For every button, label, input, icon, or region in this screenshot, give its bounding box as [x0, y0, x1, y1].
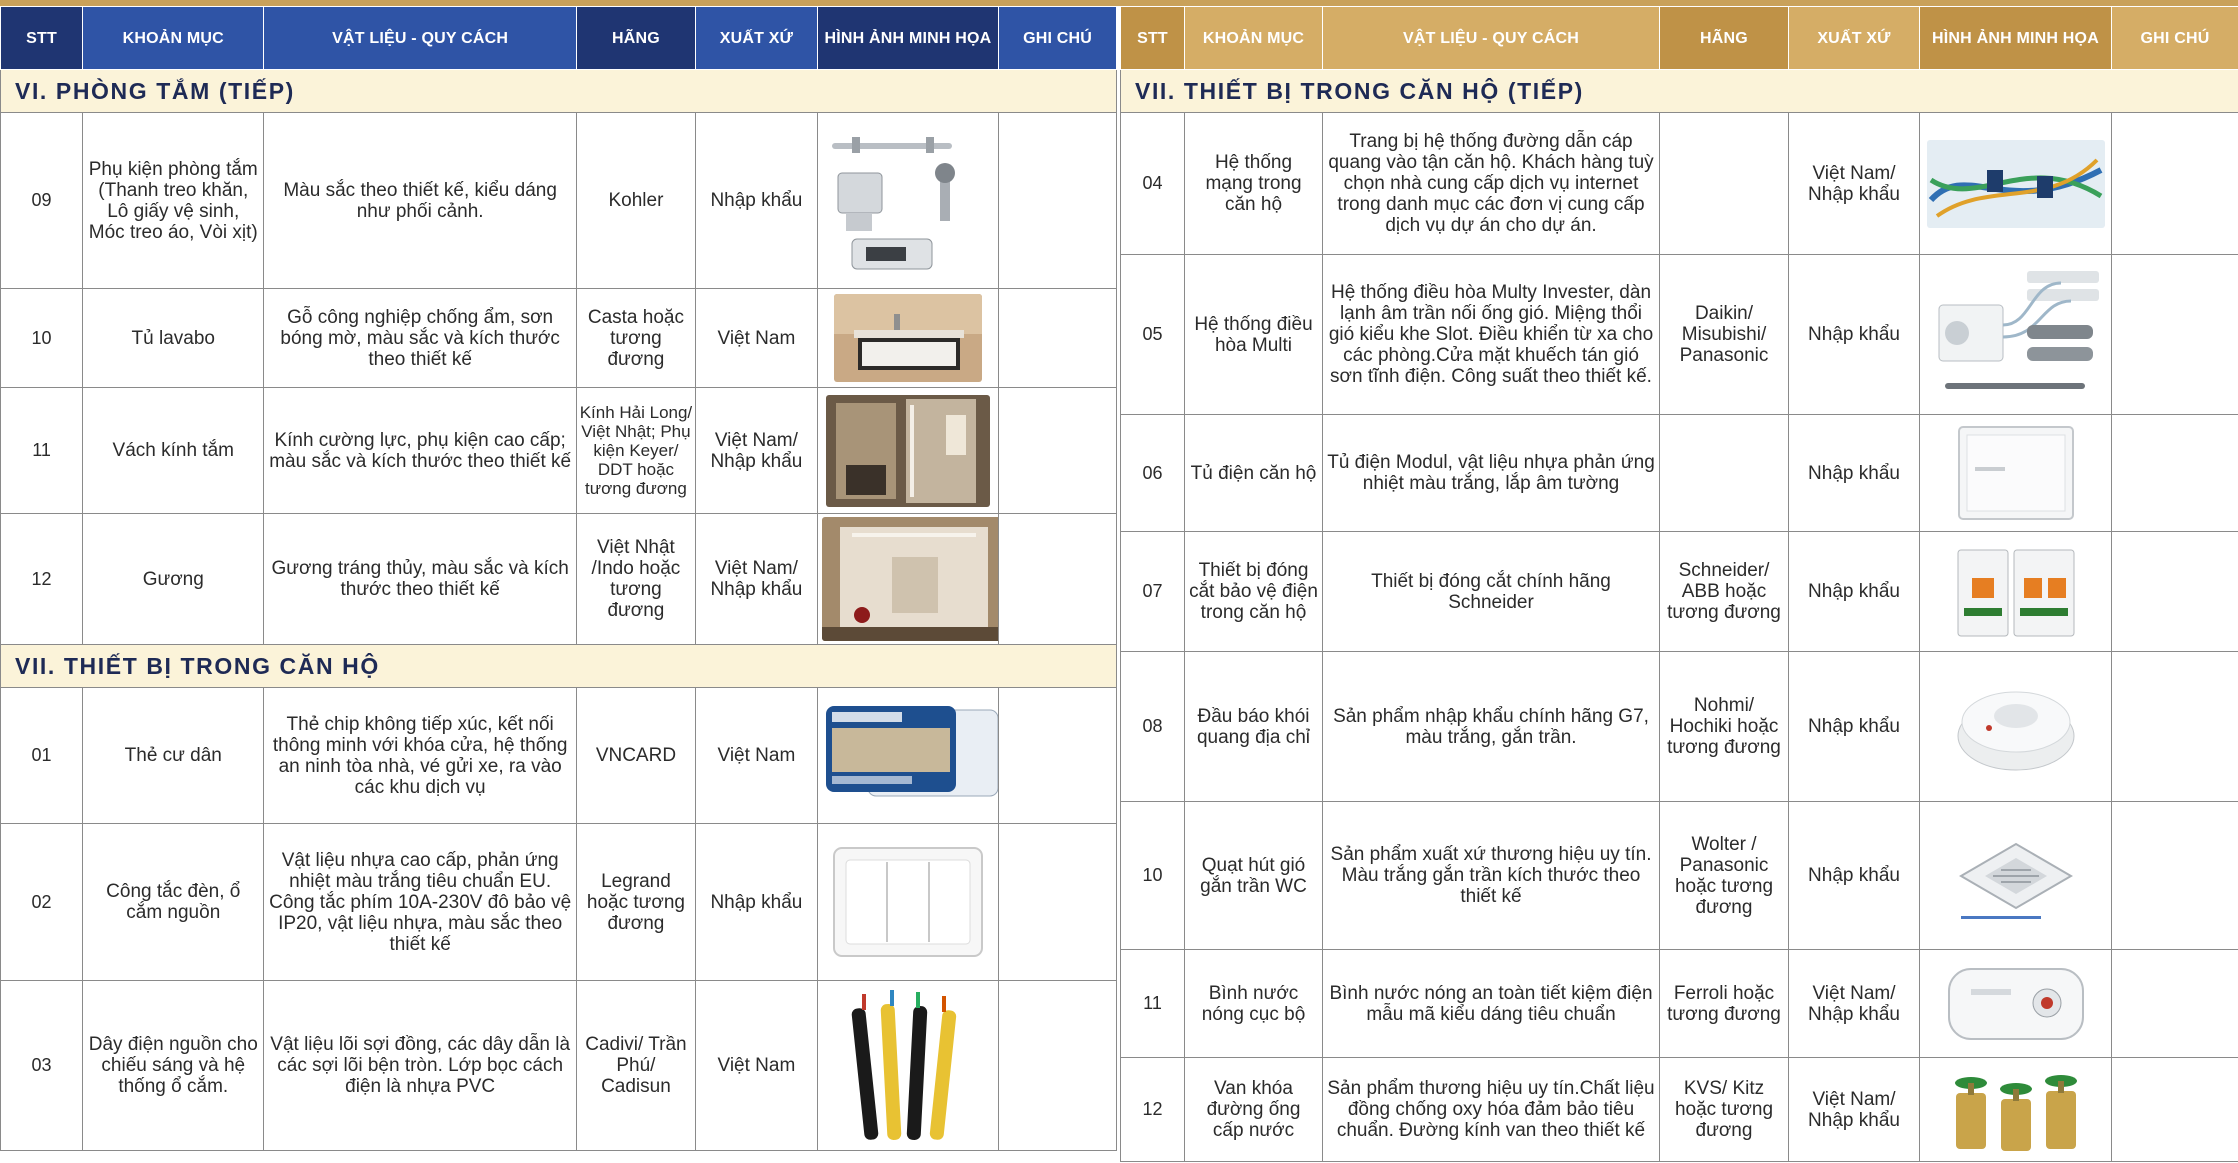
row-note	[999, 688, 1117, 824]
row-illustration	[1920, 652, 2112, 802]
right-spec-table	[1120, 6, 2238, 1162]
row-illustration	[1920, 255, 2112, 415]
row-origin: Nhập khẩu	[1789, 415, 1920, 532]
row-spec: Vật liệu nhựa cao cấp, phản ứng nhiệt màu trắng tiêu chuẩn EU. Công tắc phím 10A-230V đô bảo vệ IP20, vật liệu nhựa, màu sắc theo thiết kế	[264, 824, 576, 981]
row-brand: Kohler	[576, 113, 695, 289]
bathroom-accessories-photo	[822, 121, 999, 281]
row-origin: Việt Nam	[696, 289, 818, 388]
row-item: Bình nước nóng cục bộ	[1185, 950, 1323, 1058]
table-row	[1121, 532, 2238, 652]
header-origin: XUẤT XỨ	[1789, 7, 1920, 70]
row-illustration	[1920, 532, 2112, 652]
table-row	[1121, 652, 2238, 802]
row-note	[999, 981, 1117, 1151]
row-spec: Kính cường lực, phụ kiện cao cấp; màu sắc và kích thước theo thiết kế	[264, 388, 576, 514]
row-stt: 07	[1121, 532, 1185, 652]
resident-card-photo	[822, 704, 999, 808]
row-spec: Hệ thống điều hòa Multy Invester, dàn lạnh âm trần nối ống gió. Miệng thổi gió kiểu khe Slot. Điều khiển từ xa cho các phòng.Cửa mặt khuếch tán gió sơn tĩnh điện. Công suất theo thiết kế.	[1323, 255, 1660, 415]
row-brand: Wolter / Panasonic hoặc tương đương	[1660, 802, 1789, 950]
row-item: Hệ thống điều hòa Multi	[1185, 255, 1323, 415]
row-brand	[1660, 415, 1789, 532]
table-row	[1, 688, 1117, 824]
table-row	[1, 113, 1117, 289]
row-item: Công tắc đèn, ổ cắm nguồn	[83, 824, 264, 981]
table-header-row	[1, 7, 1117, 70]
row-origin: Việt Nam/ Nhập khẩu	[1789, 113, 1920, 255]
exhaust-fan-photo	[1941, 826, 2091, 926]
row-note	[999, 388, 1117, 514]
header-brand: HÃNG	[576, 7, 695, 70]
row-spec: Gỗ công nghiệp chống ẩm, sơn bóng mờ, màu sắc và kích thước theo thiết kế	[264, 289, 576, 388]
row-brand: VNCARD	[576, 688, 695, 824]
header-illustration: HÌNH ẢNH MINH HỌA	[817, 7, 998, 70]
table-row	[1121, 802, 2238, 950]
row-stt: 02	[1, 824, 83, 981]
row-item: Dây điện nguồn cho chiếu sáng và hệ thống ổ cắm.	[83, 981, 264, 1151]
row-origin: Nhập khẩu	[696, 824, 818, 981]
table-row	[1, 289, 1117, 388]
row-item: Quạt hút gió gắn trần WC	[1185, 802, 1323, 950]
row-origin: Việt Nam	[696, 981, 818, 1151]
header-note: GHI CHÚ	[2112, 7, 2238, 70]
row-origin: Nhập khẩu	[1789, 652, 1920, 802]
header-stt: STT	[1, 7, 83, 70]
row-note	[999, 824, 1117, 981]
row-note	[2112, 415, 2238, 532]
vanity-cabinet-photo	[834, 294, 982, 382]
row-note	[2112, 1058, 2238, 1162]
table-row	[1, 981, 1117, 1151]
header-note: GHI CHÚ	[999, 7, 1117, 70]
row-spec: Vật liệu lõi sợi đồng, các dây dẫn là các sợi lõi bện tròn. Lớp bọc cách điện là nhựa PVC	[264, 981, 576, 1151]
network-cable-photo	[1927, 140, 2105, 228]
row-spec: Màu sắc theo thiết kế, kiểu dáng như phối cảnh.	[264, 113, 576, 289]
section-title: VII. THIẾT BỊ TRONG CĂN HỘ	[1, 645, 1117, 688]
light-switch-photo	[832, 846, 984, 958]
glass-shower-photo	[826, 395, 990, 507]
row-spec: Trang bị hệ thống đường dẫn cáp quang vào tận căn hộ. Khách hàng tuỳ chọn nhà cung cấp dịch vụ internet trong danh mục các đơn vị cung cấp dịch vụ dự án cho dự án.	[1323, 113, 1660, 255]
row-note	[999, 113, 1117, 289]
row-origin: Nhập khẩu	[1789, 802, 1920, 950]
row-illustration	[817, 113, 998, 289]
row-brand: Cadivi/ Trần Phú/ Cadisun	[576, 981, 695, 1151]
right-spec-table-panel	[1120, 6, 2238, 1162]
row-spec: Sản phẩm thương hiệu uy tín.Chất liệu đồng chống oxy hóa đảm bảo tiêu chuẩn. Đường kính van theo thiết kế	[1323, 1058, 1660, 1162]
header-spec: VẬT LIỆU - QUY CÁCH	[264, 7, 576, 70]
header-item: KHOẢN MỤC	[1185, 7, 1323, 70]
row-note	[2112, 113, 2238, 255]
row-origin: Nhập khẩu	[1789, 532, 1920, 652]
row-stt: 08	[1121, 652, 1185, 802]
row-illustration	[817, 388, 998, 514]
row-illustration	[817, 824, 998, 981]
row-note	[999, 514, 1117, 645]
row-brand: Nohmi/ Hochiki hoặc tương đương	[1660, 652, 1789, 802]
row-item: Tủ lavabo	[83, 289, 264, 388]
table-row	[1121, 255, 2238, 415]
row-note	[2112, 532, 2238, 652]
row-brand: Daikin/ Misubishi/ Panasonic	[1660, 255, 1789, 415]
row-item: Vách kính tắm	[83, 388, 264, 514]
row-spec: Bình nước nóng an toàn tiết kiệm điện mẫu mã kiểu dáng tiêu chuẩn	[1323, 950, 1660, 1058]
row-spec: Thiết bị đóng cắt chính hãng Schneider	[1323, 532, 1660, 652]
row-brand: Kính Hải Long/ Việt Nhật; Phụ kiện Keyer/ DDT hoặc tương đương	[576, 388, 695, 514]
left-spec-table	[0, 6, 1117, 1151]
row-stt: 09	[1, 113, 83, 289]
row-illustration	[817, 981, 998, 1151]
row-spec: Sản phẩm xuất xứ thương hiệu uy tín. Màu trắng gắn trần kích thước theo thiết kế	[1323, 802, 1660, 950]
row-brand: Schneider/ ABB hoặc tương đương	[1660, 532, 1789, 652]
row-brand: Việt Nhật /Indo hoặc tương đương	[576, 514, 695, 645]
row-origin: Việt Nam/ Nhập khẩu	[1789, 950, 1920, 1058]
row-stt: 10	[1121, 802, 1185, 950]
row-spec: Tủ điện Modul, vật liệu nhựa phản ứng nhiệt màu trắng, lắp âm tường	[1323, 415, 1660, 532]
row-item: Tủ điện căn hộ	[1185, 415, 1323, 532]
row-stt: 11	[1121, 950, 1185, 1058]
row-origin: Nhập khẩu	[696, 113, 818, 289]
row-origin: Việt Nam	[696, 688, 818, 824]
row-note	[2112, 802, 2238, 950]
row-note	[2112, 255, 2238, 415]
electrical-panel-photo	[1951, 423, 2081, 523]
mirror-photo	[822, 517, 999, 641]
row-item: Gương	[83, 514, 264, 645]
row-illustration	[817, 514, 998, 645]
row-item: Van khóa đường ống cấp nước	[1185, 1058, 1323, 1162]
air-conditioner-photo	[1931, 265, 2101, 405]
smoke-detector-photo	[1951, 672, 2081, 782]
header-brand: HÃNG	[1660, 7, 1789, 70]
header-stt: STT	[1121, 7, 1185, 70]
row-illustration	[1920, 802, 2112, 950]
row-stt: 11	[1, 388, 83, 514]
row-item: Đầu báo khói quang địa chỉ	[1185, 652, 1323, 802]
row-illustration	[817, 289, 998, 388]
circuit-breaker-photo	[1954, 544, 2078, 640]
row-brand: Casta hoặc tương đương	[576, 289, 695, 388]
row-illustration	[1920, 1058, 2112, 1162]
row-illustration	[817, 688, 998, 824]
header-spec: VẬT LIỆU - QUY CÁCH	[1323, 7, 1660, 70]
row-stt: 06	[1121, 415, 1185, 532]
table-row	[1, 388, 1117, 514]
row-brand: KVS/ Kitz hoặc tương đương	[1660, 1058, 1789, 1162]
row-brand: Legrand hoặc tương đương	[576, 824, 695, 981]
row-stt: 10	[1, 289, 83, 388]
row-note	[999, 289, 1117, 388]
row-spec: Sản phẩm nhập khẩu chính hãng G7, màu trắng, gắn trần.	[1323, 652, 1660, 802]
row-spec: Thẻ chip không tiếp xúc, kết nối thông minh với khóa cửa, hệ thống an ninh tòa nhà, vé gửi xe, ra vào các khu dịch vụ	[264, 688, 576, 824]
row-stt: 05	[1121, 255, 1185, 415]
row-brand: Ferroli hoặc tương đương	[1660, 950, 1789, 1058]
row-brand	[1660, 113, 1789, 255]
table-row	[1121, 415, 2238, 532]
section-title: VI. PHÒNG TẮM (TIẾP)	[1, 70, 1117, 113]
row-item: Thẻ cư dân	[83, 688, 264, 824]
row-stt: 04	[1121, 113, 1185, 255]
table-row	[1121, 1058, 2238, 1162]
row-item: Thiết bị đóng cắt bảo vệ điện trong căn hộ	[1185, 532, 1323, 652]
header-origin: XUẤT XỨ	[696, 7, 818, 70]
row-origin: Việt Nam/ Nhập khẩu	[696, 514, 818, 645]
table-row	[1, 514, 1117, 645]
row-illustration	[1920, 113, 2112, 255]
row-illustration	[1920, 950, 2112, 1058]
row-stt: 12	[1121, 1058, 1185, 1162]
water-heater-photo	[1941, 959, 2091, 1049]
header-illustration: HÌNH ẢNH MINH HỌA	[1920, 7, 2112, 70]
row-spec: Gương tráng thủy, màu sắc và kích thước theo thiết kế	[264, 514, 576, 645]
row-stt: 01	[1, 688, 83, 824]
row-illustration	[1920, 415, 2112, 532]
row-stt: 12	[1, 514, 83, 645]
section-title: VII. THIẾT BỊ TRONG CĂN HỘ (TIẾP)	[1121, 70, 2238, 113]
row-origin: Việt Nam/ Nhập khẩu	[696, 388, 818, 514]
water-valve-photo	[1946, 1063, 2086, 1157]
row-origin: Việt Nam/ Nhập khẩu	[1789, 1058, 1920, 1162]
table-header-row	[1121, 7, 2238, 70]
power-cable-photo	[848, 988, 968, 1144]
table-row	[1121, 950, 2238, 1058]
row-note	[2112, 950, 2238, 1058]
table-row	[1121, 113, 2238, 255]
left-spec-table-panel	[0, 6, 1117, 1151]
row-item: Phụ kiện phòng tắm (Thanh treo khăn, Lô giấy vệ sinh, Móc treo áo, Vòi xịt)	[83, 113, 264, 289]
row-item: Hệ thống mạng trong căn hộ	[1185, 113, 1323, 255]
row-note	[2112, 652, 2238, 802]
row-origin: Nhập khẩu	[1789, 255, 1920, 415]
header-item: KHOẢN MỤC	[83, 7, 264, 70]
row-stt: 03	[1, 981, 83, 1151]
table-row	[1, 824, 1117, 981]
